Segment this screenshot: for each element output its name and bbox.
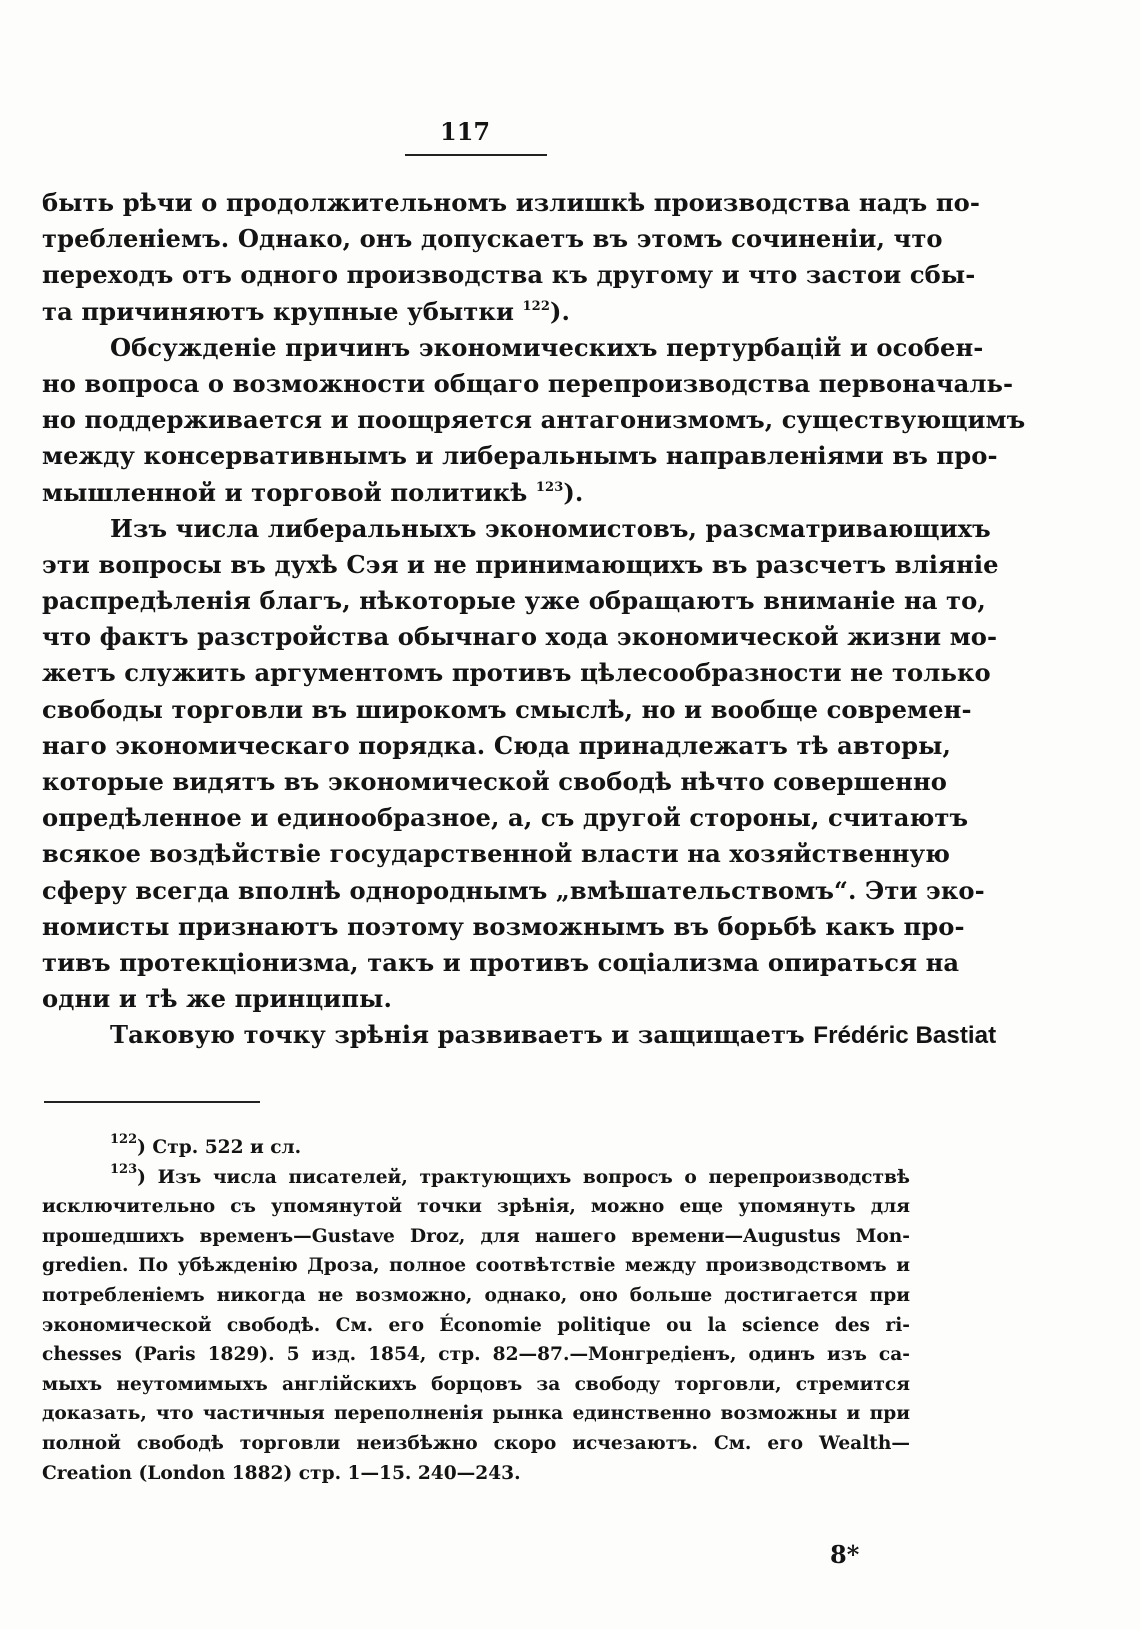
- footnote-text: доказать, что частичныя переполненія рынка единственно возможны и при: [42, 1403, 910, 1425]
- footnotes: [42, 1133, 910, 1488]
- body-line: [42, 438, 998, 474]
- body-line: [42, 294, 910, 330]
- body-line-punct: ).: [563, 477, 584, 507]
- body-line: [42, 185, 981, 221]
- body-line: [42, 547, 999, 583]
- body-line-text: которые видятъ въ экономической свободѣ нѣчто совершенно: [42, 767, 947, 796]
- body-line-text: распредѣленія благъ, нѣкоторые уже обращаютъ вниманіе на то,: [42, 586, 986, 616]
- header-rule: [405, 154, 547, 156]
- footnote-text: gredien. По убѣжденію Дроза, полное соотвѣтствіе между производствомъ и: [42, 1255, 910, 1277]
- body-line: [42, 330, 984, 366]
- footnote-text: прошедшихъ временъ—Gustave Droz, для нашего времени—Augustus Mon-: [42, 1225, 910, 1247]
- body-line-text: между консервативнымъ и либеральнымъ направленіями въ про-: [42, 441, 998, 471]
- body-line-text: та причиняютъ крупные убытки: [42, 296, 514, 326]
- body-line: [42, 402, 1026, 438]
- footnote-line: [42, 1281, 910, 1311]
- footnote-text: экономической свободѣ. См. его Économie politique ou la science des ri-: [42, 1314, 910, 1336]
- body-line: [42, 836, 951, 872]
- body-line-text: быть рѣчи о продолжительномъ излишкѣ производства надъ по-: [42, 188, 981, 217]
- footnote-line: [42, 1192, 910, 1222]
- body-line: [42, 655, 991, 691]
- body-line: [42, 475, 910, 511]
- footnote-text: chesses (Paris 1829). 5 изд. 1854, стр. 82—87.—Монгредіенъ, одинъ изъ са-: [42, 1344, 910, 1366]
- body-line: [42, 1017, 997, 1053]
- body-line: [42, 981, 910, 1017]
- body-line-text: но поддерживается и поощряется антагонизмомъ, существующимъ: [42, 405, 1026, 435]
- footnote-text: потребленіемъ никогда не возможно, однако, оно больше достигается при: [42, 1284, 910, 1306]
- body-line-text: наго экономическаго порядка. Сюда принадлежатъ тѣ авторы,: [42, 730, 952, 760]
- body-line-text: свободы торговли въ широкомъ смыслѣ, но и вообще современ-: [42, 694, 972, 724]
- body-line-text: Таковую точку зрѣнія развиваетъ и защищаетъ: [110, 1020, 805, 1050]
- author-name: Frédéric Bastiat: [813, 1022, 997, 1050]
- body-line: [42, 366, 1014, 402]
- body-line-text: одни и тѣ же принципы.: [42, 984, 392, 1014]
- footnote-text: исключительно съ упомянутой точки зрѣнія, можно еще упомянуть для: [42, 1196, 910, 1218]
- footnote-line: [42, 1222, 910, 1252]
- footnote-line: [42, 1399, 910, 1429]
- body-line-punct: ).: [549, 296, 571, 326]
- body-line: [42, 619, 998, 655]
- body-line-text: но вопроса о возможности общаго перепроизводства первоначаль-: [42, 368, 1014, 398]
- footnote-line: $^{123}$) Изъ числа писателей, трактующихъ вопросъ о перепроизводствѣ: [110, 1161, 910, 1188]
- footnote-text: Изъ числа писателей, трактующихъ вопросъ о перепроизводствѣ: [157, 1166, 910, 1188]
- footnote-line: [42, 1311, 910, 1341]
- body-line: [42, 873, 985, 909]
- body-line-text: Обсужденіе причинъ экономическихъ пертурбацій и особен-: [110, 332, 984, 362]
- footnote-text: Стр. 522 и сл.: [152, 1137, 302, 1158]
- body-line: [42, 583, 986, 619]
- body-line: [42, 800, 969, 836]
- body-line-text: мышленной и торговой политикѣ: [42, 477, 528, 507]
- footnote-marker: 123: [110, 1161, 138, 1177]
- body-line-text: номисты признаютъ поэтому возможнымъ въ борьбѣ какъ про-: [42, 911, 965, 941]
- body-line-text: Изъ числа либеральныхъ экономистовъ, разсматривающихъ: [110, 513, 991, 543]
- page-number: 117: [440, 117, 491, 146]
- body-line: [42, 728, 952, 764]
- body-line-text: требленіемъ. Однако, онъ допускаетъ въ этомъ сочиненіи, что: [42, 224, 943, 254]
- body-line-text: сферу всегда вполнѣ однороднымъ „вмѣшательствомъ“. Эти эко-: [42, 875, 985, 905]
- body-line-text: жетъ служить аргументомъ противъ цѣлесообразности не только: [42, 658, 991, 688]
- body-line-text: эти вопросы въ духѣ Сэя и не принимающихъ въ разсчетъ вліяніе: [42, 549, 999, 579]
- body-line-text: что фактъ разстройства обычнаго хода экономической жизни мо-: [42, 622, 998, 652]
- footnote-line: [42, 1370, 910, 1400]
- body-line: [42, 257, 976, 293]
- body-line: [42, 221, 943, 257]
- footnote-line: [42, 1429, 910, 1459]
- body-line-text: тивъ протекціонизма, такъ и противъ соціализма опираться на: [42, 947, 960, 977]
- body-line: [42, 511, 991, 547]
- footnote-text: Creation (London 1882) стр. 1—15. 240—243.: [42, 1462, 521, 1484]
- body-line: [42, 909, 965, 945]
- main-text: [42, 185, 1026, 1054]
- footnote-line: [42, 1459, 910, 1489]
- footnote-line: [42, 1251, 910, 1281]
- footnote-line: $^{122}$) Стр. 522 и сл.: [110, 1132, 302, 1158]
- footnote-rule: [44, 1101, 260, 1103]
- body-line-text: всякое воздѣйствіе государственной власти на хозяйственную: [42, 839, 951, 869]
- footnote-text: мыхъ неутомимыхъ англійскихъ борцовъ за свободу торговли, стремится: [42, 1373, 910, 1395]
- footnote-ref: 122: [522, 298, 550, 314]
- signature-mark: 8*: [830, 1540, 860, 1569]
- footnote-text: полной свободѣ торговли неизбѣжно скоро исчезаютъ. См. его Wealth—: [42, 1432, 910, 1454]
- footnote-line: [42, 1340, 910, 1370]
- body-line: [42, 692, 972, 728]
- body-line: [42, 945, 960, 981]
- body-line: [42, 764, 947, 800]
- footnote-marker: 122: [110, 1132, 138, 1147]
- body-line-text: переходъ отъ одного производства къ другому и что застои сбы-: [42, 260, 976, 290]
- footnote-ref: 123: [535, 479, 564, 495]
- body-line-text: опредѣленное и единообразное, а, съ другой стороны, считаютъ: [42, 803, 969, 833]
